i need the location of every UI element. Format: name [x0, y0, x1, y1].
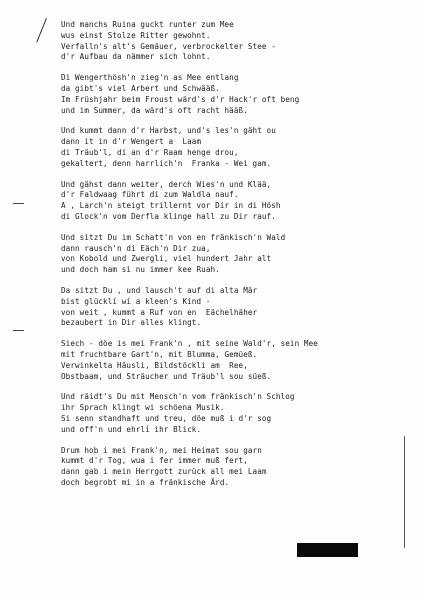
poem-line: Si senn standhaft und treu, döe muß i d'r sog	[61, 413, 272, 423]
poem-line: bezaubert in Dir alles klingt.	[61, 318, 202, 328]
poem-line: Verfalln's alt's Gemäuer, verbrockelter Stee -	[61, 41, 276, 51]
poem-line: Verwinkelta Häusli, Bildstöckli am Ree,	[61, 360, 248, 370]
margin-pen-mark	[36, 18, 47, 42]
poem-line: bist glücklí wí a kleen's Kind -	[61, 296, 211, 306]
stanza	[61, 286, 411, 329]
poem-line: d'r Aufbau da nämmer sich lohnt.	[61, 52, 211, 62]
poem-line: di Träub'l, di an d'r Raam henge drou,	[61, 147, 239, 157]
poem-line: von Kobold und Zwergli, viel hundert Jahr alt	[61, 254, 272, 264]
poem-line: di Glock'n vom Derfla klinge hall zu Dir rauf.	[61, 211, 276, 221]
stanza	[61, 446, 411, 489]
poem-line: Obstbaam, und Sträucher und Träub'l sou süeß.	[61, 371, 272, 381]
poem-line: Und räidt's Du mit Mensch'n vom fränkisch'n Schlog	[61, 392, 295, 402]
poem-line: Und gähst dann weiter, derch Wies'n und Klää,	[61, 179, 272, 189]
poem-line: Und sitzt Du im Schatt'n von en fränkisch'n Wald	[61, 232, 286, 242]
poem-line: dann rausch'n di Eäch'n Dir zua,	[61, 243, 211, 253]
stanza	[61, 73, 411, 116]
stanza	[61, 20, 411, 63]
stanza	[61, 339, 411, 382]
poem-line: ihr Sprach klingt wi schöena Musik.	[61, 403, 225, 413]
poem-line: Da sitzt Du , und lausch't auf di alta Mär	[61, 285, 258, 295]
poem-line: kummt d'r Tog, wua i fer immer muß fert,	[61, 456, 248, 466]
redaction-block	[297, 543, 358, 557]
stanza	[61, 180, 411, 223]
stanza	[61, 233, 411, 276]
poem-line: Und kummt dann d'r Harbst, und's les'n gäht ou	[61, 126, 276, 136]
margin-dash-mark	[13, 203, 24, 204]
stanza	[61, 126, 411, 169]
poem-line: A , Larch'n steigt trillernt vor Dir in di Hösh	[61, 201, 281, 211]
poem-line: gekaltert, denn harrlich'n Franka - Wei gam.	[61, 158, 272, 168]
poem-line: Im Früshjahr beim Froust wärd's d'r Hack'r oft beng	[61, 94, 300, 104]
poem-line: und doch ham si nu immer kee Ruah.	[61, 265, 220, 275]
poem-line: Und manchs Ruina guckt runter zum Mee	[61, 20, 234, 29]
poem-line: und im Summer, da wärd's oft racht hääß.	[61, 105, 248, 115]
poem-line: doch begrobt mi in a fränkische Ärd.	[61, 477, 230, 487]
stanza	[61, 392, 411, 435]
poem-line: d'r Faldwaag führt di zum Waldla nauf.	[61, 190, 239, 200]
poem-line: da gibt's viel Arbert und Schwääß.	[61, 83, 220, 93]
poem-line: Drum hob i mei Frank'n, mei Heimat sou garn	[61, 445, 262, 455]
poem-line: und off'n und ehrlí ihr Blick.	[61, 424, 202, 434]
poem-line: Di Wengerthösh'n zieg'n as Mee entlang	[61, 73, 239, 83]
poem-body	[61, 20, 411, 489]
poem-line: Siech - döe is mei Frank'n , mit seine Wald'r, sein Mee	[61, 339, 318, 349]
margin-dash-mark	[13, 330, 24, 331]
poem-line: mit fruchtbare Gart'n, mit Blumma, Gemüeß.	[61, 349, 258, 359]
poem-line: dann gab i mein Herrgott zurück all mei Laam	[61, 467, 267, 477]
poem-line: wus einst Stolze Ritter gewohnt.	[61, 30, 211, 40]
poem-line: dann it in d'r Wengert a Laam	[61, 137, 202, 147]
poem-line: von weit , kummt a Ruf von en Eächelhäher	[61, 307, 258, 317]
